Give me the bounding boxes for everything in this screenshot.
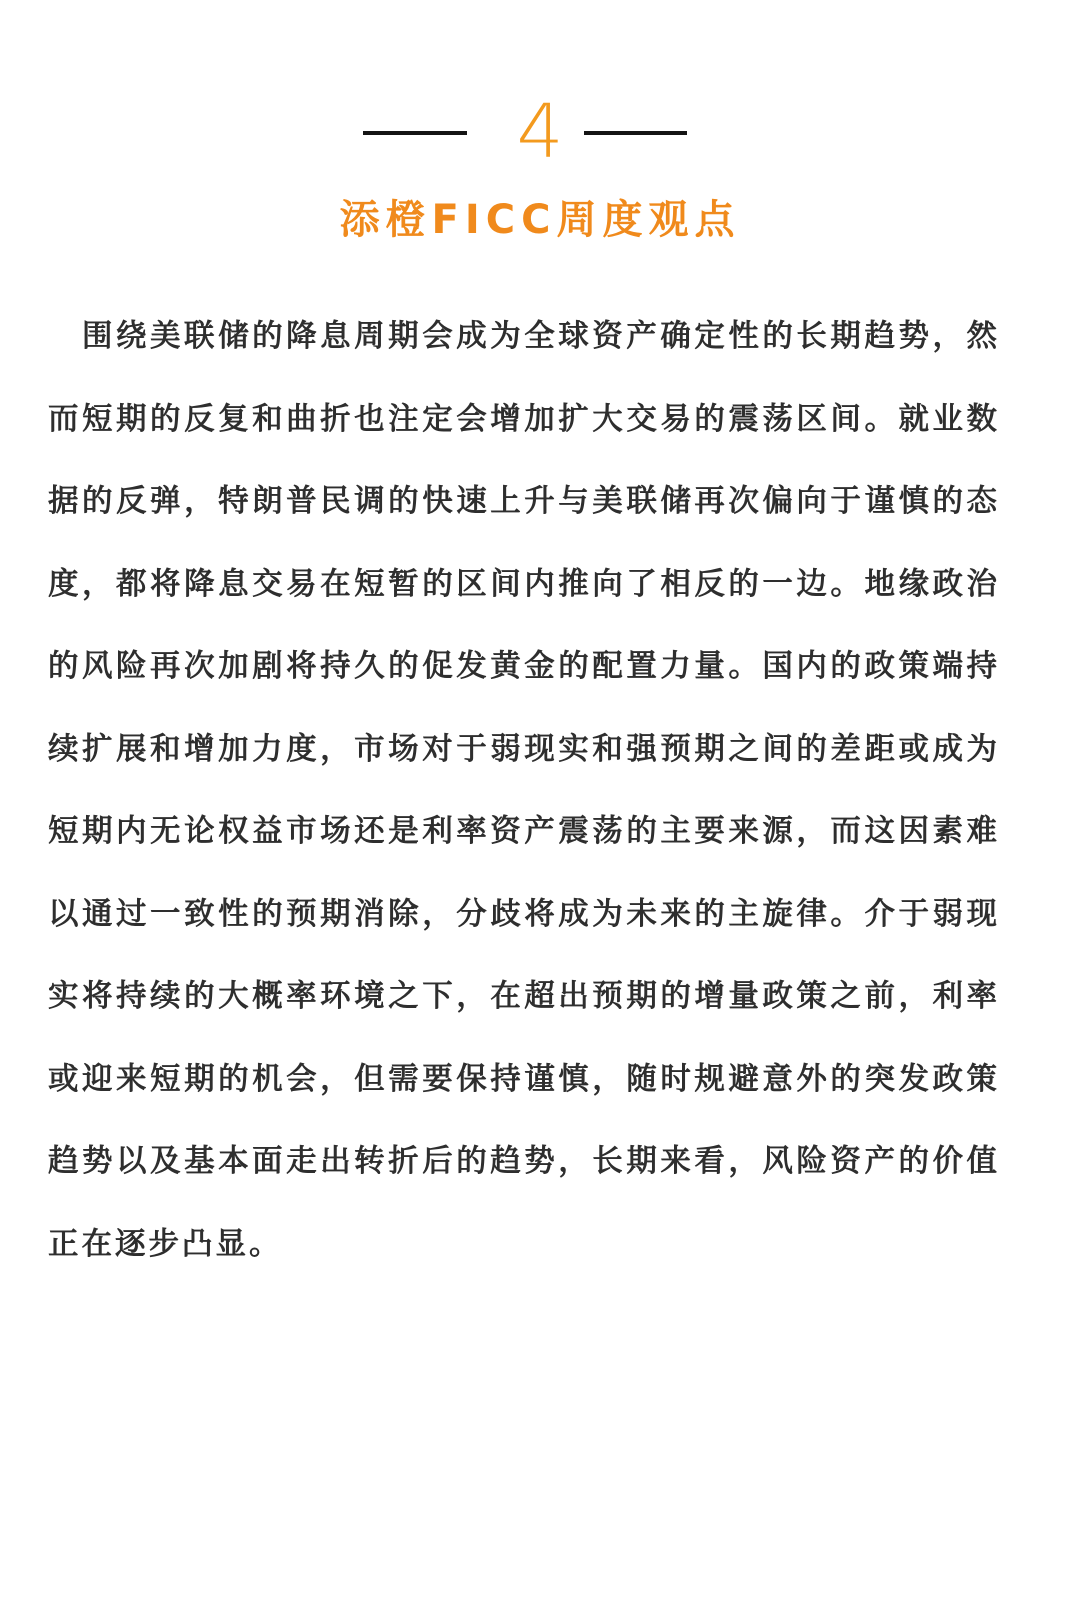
body-paragraph: 围绕美联储的降息周期会成为全球资产确定性的长期趋势，然而短期的反复和曲折也注定会增加扩大交易的震荡区间。就业数据的反弹，特朗普民调的快速上升与美联储再次偏向于谨慎的态度，都将降息交易在短暂的区间内推向了相反的一边。地缘政治的风险再次加剧将持久的促发黄金的配置力量。国内的政策端持续扩展和增加力度，市场对于弱现实和强预期之间的差距或成为短期内无论权益市场还是利率资产震荡的主要来源，而这因素难以通过一致性的预期消除，分歧将成为未来的主旋律。介于弱现实将持续的大概率环境之下，在超出预期的增量政策之前，利率或迎来短期的机会，但需要保持谨慎，随时规避意外的突发政策趋势以及基本面走出转折后的趋势，长期来看，风险资产的价值正在逐步凸显。 [48, 319, 1000, 1262]
section-number: 4 [516, 89, 564, 175]
header-rule-right [584, 131, 687, 135]
section-header [0, 89, 1080, 175]
section-title: 添橙FICC周度观点 [339, 197, 741, 243]
